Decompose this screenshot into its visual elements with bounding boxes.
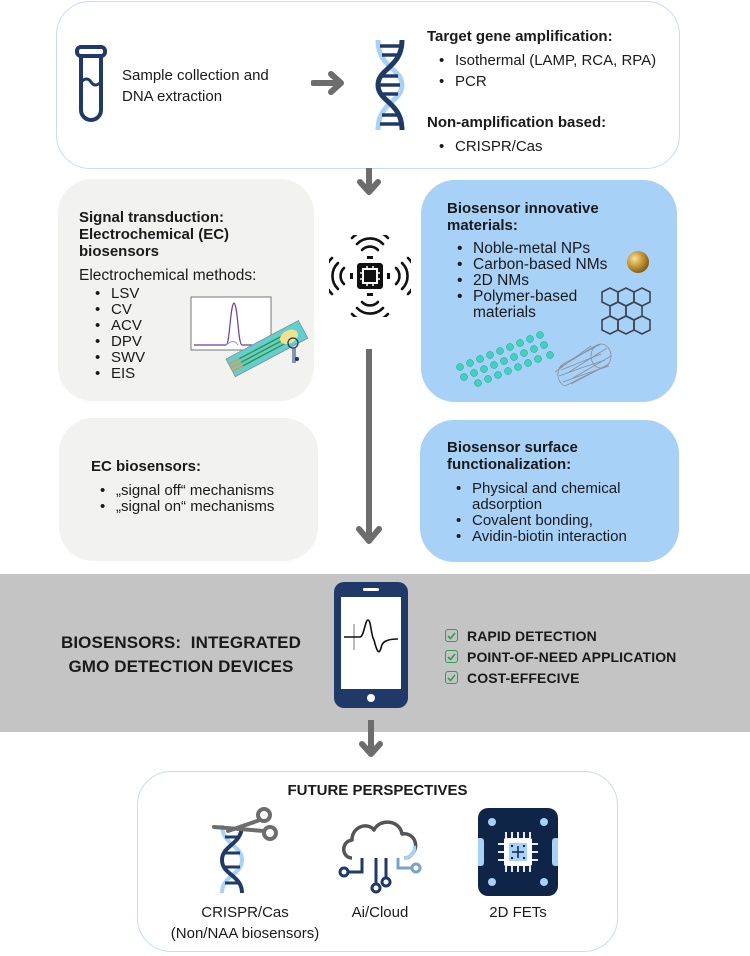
amplification-title: Target gene amplification: <box>427 28 613 45</box>
future-title: FUTURE PERSPECTIVES <box>287 782 468 799</box>
checkbox-checked-icon <box>445 671 458 684</box>
signal-title-line1: Signal transduction: <box>79 209 225 226</box>
ec-mechanism-item: • „signal off“ mechanisms <box>116 483 311 499</box>
benefit-label: RAPID DETECTION <box>467 627 597 644</box>
arrow-down-long-icon <box>354 349 384 547</box>
chip-board-icon <box>478 808 558 896</box>
functionalization-title-line1: Biosensor surface <box>447 439 578 456</box>
electrode-voltammogram-illustration <box>188 295 310 395</box>
benefits-list <box>445 625 676 688</box>
amplification-item: • Isothermal (LAMP, RCA, RPA) <box>455 50 677 71</box>
test-tube-icon <box>74 44 108 124</box>
future-item-fet-label: 2D FETs <box>489 904 547 921</box>
sample-collection-text <box>122 67 269 105</box>
ec-title: EC biosensors: <box>91 458 202 475</box>
crispr-label-line2: (Non/NAA biosensors) <box>170 925 320 942</box>
benefit-item <box>445 625 676 646</box>
material-item: • Noble-metal NPs <box>473 241 677 257</box>
method-item: • DPV <box>111 334 309 350</box>
functionalization-item: • Physical and chemical <box>472 481 677 497</box>
material-item: • 2D NMs <box>473 273 677 289</box>
amplification-item: • PCR <box>455 71 677 92</box>
method-item: • ACV <box>111 318 309 334</box>
arrow-down-icon <box>357 720 385 760</box>
functionalization-item: • Avidin-biotin interaction <box>472 529 677 545</box>
material-item-continuation: materials <box>473 304 536 321</box>
sample-text-line2: DNA extraction <box>122 88 223 105</box>
ec-biosensors-content <box>91 458 311 515</box>
method-item: • EIS <box>111 366 309 382</box>
methods-label: Electrochemical methods: <box>79 267 257 284</box>
non-amplification-title: Non-amplification based: <box>427 114 607 131</box>
non-amplification-item: • CRISPR/Cas <box>455 136 677 157</box>
materials-title-line1: Biosensor innovative <box>447 200 599 217</box>
functionalization-item: • Covalent bonding, <box>472 513 677 529</box>
band-title-line1: BIOSENSORS: INTEGRATED <box>60 633 301 652</box>
band-title-line2: GMO DETECTION DEVICES <box>68 657 294 676</box>
gold-nanoparticle-icon <box>626 250 650 274</box>
crispr-label-line1: CRISPR/Cas <box>201 904 289 921</box>
smartphone-icon <box>332 580 410 710</box>
benefit-label: COST-EFFECIVE <box>467 669 580 686</box>
ec-mechanism-item: • „signal on“ mechanisms <box>116 499 311 515</box>
future-item-crispr-label <box>160 902 330 944</box>
method-item: • LSV <box>111 286 309 302</box>
cloud-network-icon <box>338 812 424 894</box>
benefit-label: POINT-OF-NEED APPLICATION <box>467 648 677 665</box>
material-item: • Carbon-based NMs <box>473 257 677 273</box>
2d-material-lattice-icon <box>452 327 556 389</box>
amplification-section <box>427 28 677 157</box>
benefit-item <box>445 646 676 667</box>
material-item: • Polymer-based <box>473 289 677 305</box>
carbon-nanotube-icon <box>551 342 615 390</box>
band-title <box>56 631 306 679</box>
functionalization-item-continuation: adsorption <box>472 496 543 513</box>
method-item: • SWV <box>111 350 309 366</box>
future-item-cloud-label: Ai/Cloud <box>351 904 409 921</box>
checkbox-checked-icon <box>445 650 458 663</box>
surface-functionalization-content <box>447 439 677 545</box>
dna-icon <box>370 38 410 132</box>
signal-title-line2: Electrochemical (EC) <box>79 226 230 243</box>
dna-scissors-icon <box>208 805 280 895</box>
graphene-icon <box>596 286 652 342</box>
method-item: • CV <box>111 302 309 318</box>
signal-title-line3: biosensors <box>79 243 160 260</box>
checkbox-checked-icon <box>445 629 458 642</box>
arrow-down-icon <box>355 168 383 198</box>
arrow-right-icon <box>311 70 347 96</box>
materials-title-line2: materials: <box>447 217 518 234</box>
functionalization-title-line2: functionalization: <box>447 456 572 473</box>
sample-text-line1: Sample collection and <box>122 67 269 84</box>
benefit-item <box>445 667 676 688</box>
wireless-chip-icon <box>329 235 411 317</box>
